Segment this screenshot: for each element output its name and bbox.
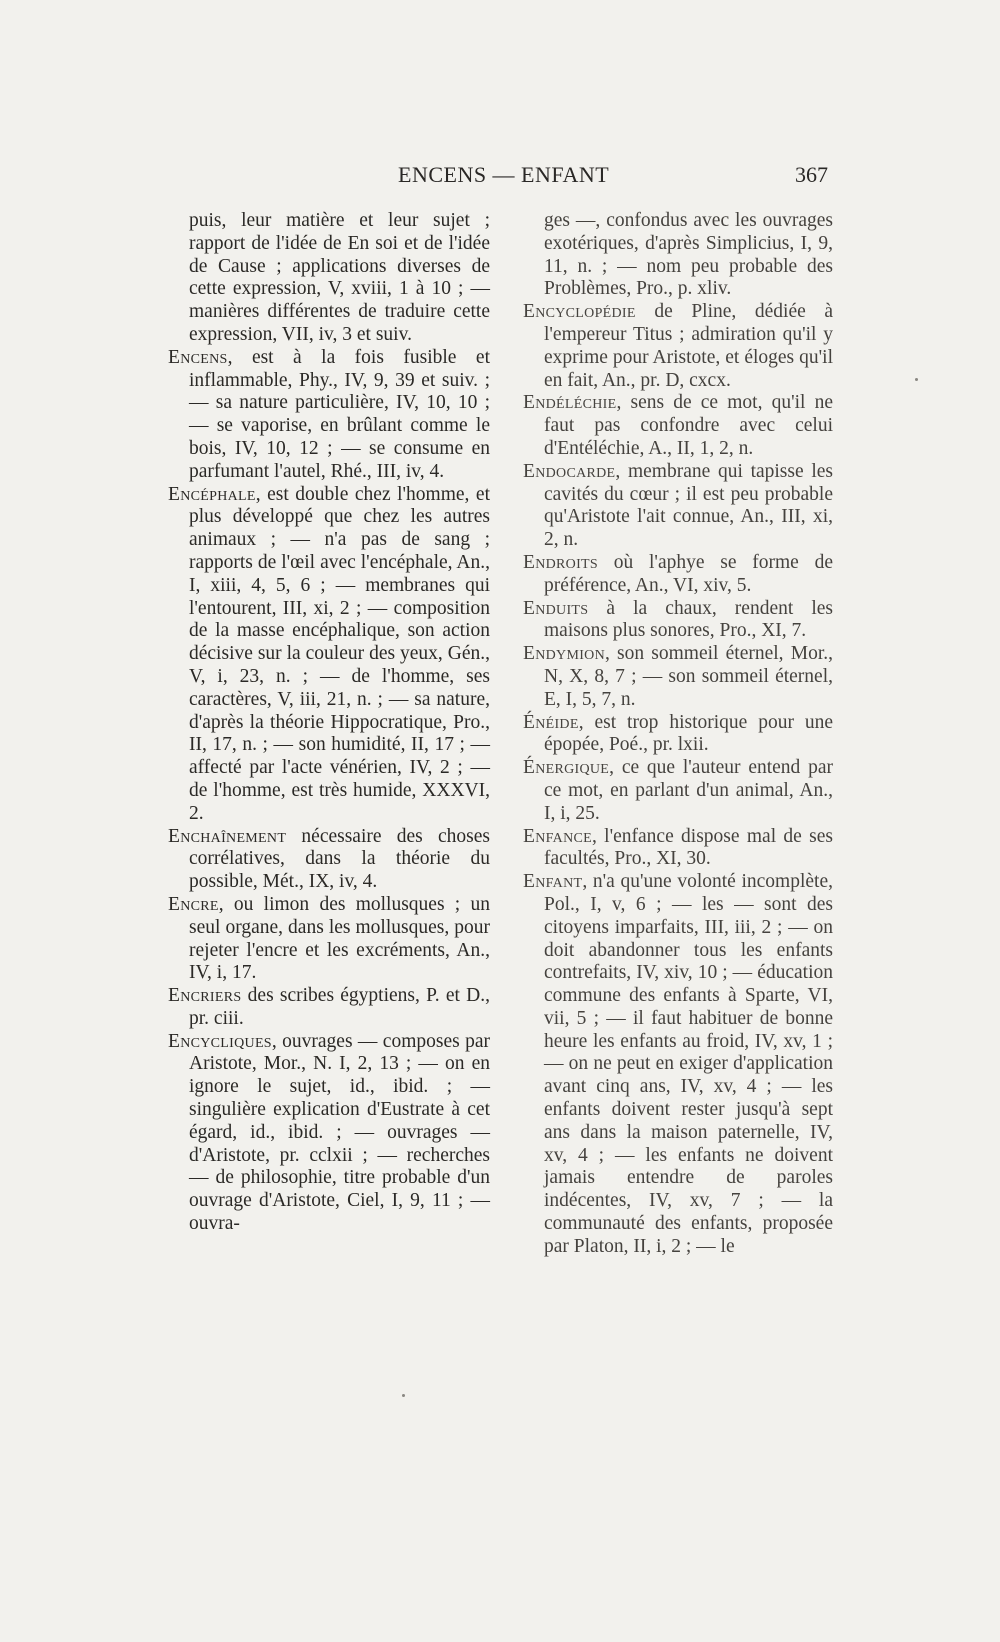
index-entry: [523, 301, 833, 392]
entry-text: , est trop historique pour une épopée, Poé., pr. lxii.: [544, 711, 833, 756]
index-entry: [168, 210, 490, 347]
entry-text: de Pline, dédiée à l'empereur Titus ; admiration qu'il y exprime pour Aristote, et éloges qu'il en fait, An., pr. D, cxcx.: [544, 301, 833, 391]
entry-text: , membrane qui tapisse les cavités du cœur ; il est peu probable qu'Aristote l'ait connue, An., III, xi, 2, n.: [544, 460, 833, 551]
index-entry: [168, 826, 490, 894]
entry-headword: Endocarde: [523, 460, 616, 482]
entry-headword: Encriers: [168, 985, 242, 1007]
paper-speck: [915, 378, 918, 381]
entry-text: , sens de ce mot, qu'il ne faut pas confondre avec celui d'Entéléchie, A., II, 1, 2, n.: [544, 392, 833, 459]
index-entry: [168, 894, 490, 985]
entry-text: où l'aphye se forme de préférence, An., VI, xiv, 5.: [544, 551, 833, 596]
index-entry: [523, 712, 833, 758]
entry-text: puis, leur matière et leur sujet ; rapport de l'idée de En soi et de l'idée de Cause ; applications diverses de cette expression, V, xviii, 1 à 10 ; — manières différentes de traduire cette expression, VII, iv, 3 et suiv.: [189, 210, 490, 345]
paper-speck: [402, 1394, 405, 1397]
entry-text: , est double chez l'homme, et plus développé que chez les autres animaux ; — n'a pas de sang ; rapports de l'œil avec l'encéphale, An., I, xiii, 4, 5, 6 ; — membranes qui l'entourent, III, xi, 2 ; — composition de la masse encéphalique, son action décisive sur la couleur des yeux, Gén., V, i, 23, n. ; — de l'homme, ses caractères, V, iii, 21, n. ; — sa nature, d'après la théorie Hippocratique, Pro., II, 17, n. ; — son humidité, II, 17 ; — affecté par l'acte vénérien, IV, 2 ; — de l'homme, est très humide, XXXVI, 2.: [189, 483, 490, 824]
entry-headword: Énéide: [523, 711, 579, 733]
index-entry: [523, 757, 833, 825]
entry-text: , son sommeil éternel, Mor., N, X, 8, 7 ; — son sommeil éternel, E, I, 5, 7, n.: [544, 643, 833, 710]
index-entry: [523, 826, 833, 872]
entry-headword: Encycliques: [168, 1030, 272, 1052]
entry-headword: Énergique: [523, 757, 610, 779]
entry-headword: Encyclopédie: [523, 301, 636, 323]
entry-headword: Encre: [168, 893, 219, 915]
entry-text: , est à la fois fusible et inflammable, Phy., IV, 9, 39 et suiv. ; — sa nature particulière, IV, 10, 10 ; — se vaporise, en brûlant comme le bois, IV, 10, 12 ; — se consume en parfumant l'autel, Rhé., III, iv, 4.: [189, 346, 490, 482]
entry-text: , ouvrages — composes par Aristote, Mor., N. I, 2, 13 ; — on en ignore le sujet, id., ibid. ; — singulière explication d'Eustrate à cet égard, id., ibid. ; — ouvrages — d'Aristote, pr. cclxii ; — recherches — de philosophie, titre probable d'un ouvrage d'Aristote, Ciel, I, 9, 11 ; — ouvra-: [189, 1030, 490, 1235]
entry-text: des scribes égyptiens, P. et D., pr. ciii.: [189, 985, 490, 1029]
entry-text: , l'enfance dispose mal de ses facultés, Pro., XI, 30.: [544, 825, 833, 870]
index-entry: [168, 985, 490, 1031]
index-entry: [523, 552, 833, 598]
left-column: [168, 210, 490, 1236]
index-entry: [523, 210, 833, 301]
entry-text: , n'a qu'une volonté incomplète, Pol., I, v, 6 ; — les — sont des citoyens imparfaits, III, iii, 2 ; — on doit abandonner tous les enfants contrefaits, IV, xiv, 10 ; — éducation commune des enfants à Sparte, VI, vii, 5 ; — il faut habituer de bonne heure les enfants au froid, IV, xv, 1 ; — on ne peut en exiger d'application avant cinq ans, IV, xv, 4 ; — les enfants doivent rester jusqu'à sept ans dans la maison paternelle, IV, xv, 4 ; — les enfants ne doivent jamais entendre de paroles indécentes, IV, xv, 7 ; — la communauté des enfants, proposée par Platon, II, i, 2 ; — le: [544, 871, 833, 1257]
index-entry: [523, 461, 833, 552]
entry-headword: Enfance: [523, 825, 592, 847]
entry-headword: Enchaînement: [168, 825, 287, 847]
entry-text: à la chaux, rendent les maisons plus sonores, Pro., XI, 7.: [544, 597, 833, 642]
entry-text: ges —, confondus avec les ouvrages exotériques, d'après Simplicius, I, 9, 11, n. ; — nom peu probable des Problèmes, Pro., p. xliv.: [544, 210, 833, 300]
right-column: [523, 210, 833, 1259]
index-entry: [523, 871, 833, 1259]
entry-headword: Encens: [168, 346, 228, 368]
page-number: 367: [795, 162, 828, 187]
index-entry: [523, 392, 833, 460]
entry-text: , ce que l'auteur entend par ce mot, en parlant d'un animal, An., I, i, 25.: [544, 757, 833, 824]
entry-headword: Enduits: [523, 597, 589, 619]
index-entry: [168, 484, 490, 826]
index-entry: [523, 643, 833, 711]
index-entry: [523, 598, 833, 644]
running-header-title: ENCENS — ENFANT: [398, 162, 610, 187]
entry-headword: Endroits: [523, 551, 598, 573]
entry-text: nécessaire des choses corrélatives, dans la théorie du possible, Mét., IX, iv, 4.: [189, 825, 490, 893]
entry-text: , ou limon des mollusques ; un seul organe, dans les mollusques, pour rejeter l'encre et les excréments, An., IV, i, 17.: [189, 893, 490, 984]
entry-headword: Encéphale: [168, 483, 256, 505]
entry-headword: Endymion: [523, 643, 605, 665]
entry-headword: Endéléchie: [523, 392, 617, 414]
index-entry: [168, 347, 490, 484]
index-entry: [168, 1031, 490, 1236]
entry-headword: Enfant: [523, 871, 583, 893]
